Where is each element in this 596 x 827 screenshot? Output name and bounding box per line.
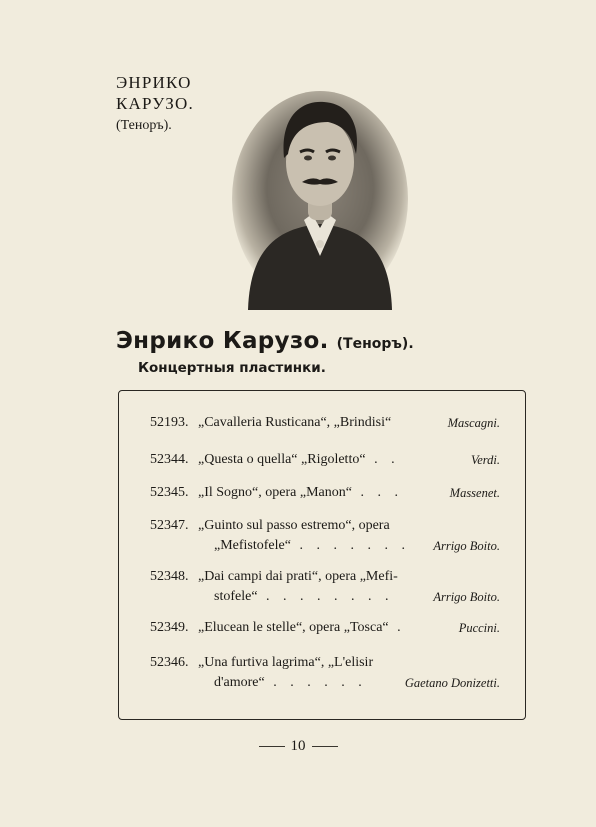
record-title: „Cavalleria Rusticana“, „Brindisi“ [198, 415, 392, 430]
record-title: „Elucean le stelle“, opera „Tosca“ . [198, 620, 406, 635]
record-title-cont: „Mefistofele“ . . . . . . . [214, 538, 410, 553]
record-composer: Massenet. [449, 486, 500, 500]
record-composer: Puccini. [458, 621, 500, 635]
title-singer-name: Энрико Карузо. [116, 328, 329, 354]
page-number: 10 [290, 738, 306, 754]
portrait-photo [228, 88, 412, 310]
record-composer: Arrigo Boito. [433, 539, 500, 553]
record-composer: Verdi. [470, 453, 500, 467]
record-number: 52349. [150, 620, 189, 635]
record-number: 52348. [150, 569, 189, 584]
section-title [116, 328, 414, 354]
record-composer: Gaetano Donizetti. [404, 676, 500, 690]
record-number: 52347. [150, 518, 189, 533]
record-composer: Arrigo Boito. [433, 590, 500, 604]
title-voice-type: (Теноръ). [336, 336, 414, 352]
footer-left-dash [259, 746, 285, 747]
record-title: „Dai campi dai prati“, opera „Mefi- [198, 569, 398, 584]
record-composer: Mascagni. [447, 416, 500, 430]
record-title-cont: d'amore“ . . . . . . [214, 675, 367, 690]
footer-right-dash [312, 746, 338, 747]
header-name-line2: КАРУЗО. [116, 94, 194, 113]
header-name-line1: ЭНРИКО [116, 73, 192, 92]
header-singer-name [116, 72, 194, 114]
section-subtitle: Концертныя пластинки. [138, 360, 326, 376]
record-number: 52345. [150, 485, 189, 500]
record-title: „Guinto sul passo estremo“, opera [198, 518, 390, 533]
record-title: „Il Sogno“, opera „Manon“ . . . [198, 485, 403, 500]
record-number: 52346. [150, 655, 189, 670]
page-footer [0, 738, 596, 755]
record-title: „Una furtiva lagrima“, „L'elisir [198, 655, 374, 670]
record-title: „Questa o quella“ „Rigoletto“ . . [198, 452, 400, 467]
record-number: 52344. [150, 452, 189, 467]
header-voice-type: (Теноръ). [116, 118, 172, 133]
record-number: 52193. [150, 415, 189, 430]
record-title-cont: stofele“ . . . . . . . . [214, 589, 394, 604]
